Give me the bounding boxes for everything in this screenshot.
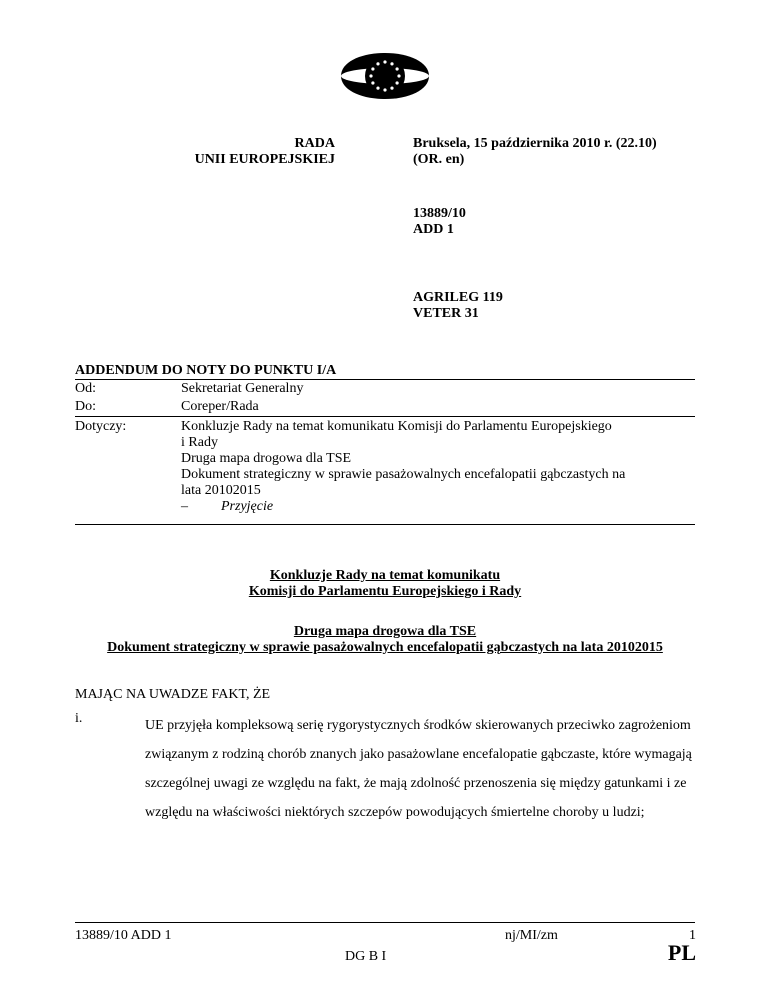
from-value: Sekretariat Generalny (181, 381, 304, 396)
divider (75, 416, 695, 417)
place-date-block (413, 136, 657, 168)
addendum-number: ADD 1 (413, 222, 454, 237)
conclusions-heading (75, 568, 695, 600)
subject-label: Dotyczy: (75, 419, 127, 434)
to-value: Coreper/Rada (181, 399, 259, 414)
divider (75, 379, 695, 380)
council-name (130, 136, 335, 168)
footer-initials: nj/MI/zm (505, 928, 558, 943)
subject-value (181, 419, 681, 515)
to-label: Do: (75, 399, 96, 414)
footer-divider (75, 922, 695, 923)
classification-code-1: AGRILEG 119 (413, 290, 503, 305)
classification-code-2: VETER 31 (413, 306, 479, 321)
roadmap-heading (75, 624, 695, 656)
heading-line: Dokument strategiczny w sprawie pasażowalnych encefalopatii gąbczastych na lata 20102015 (107, 640, 663, 655)
heading-line: Komisji do Parlamentu Europejskiego i Rady (248, 584, 522, 599)
recital-intro: MAJĄC NA UWADZE FAKT, ŻE (75, 687, 271, 702)
classification-codes (413, 290, 503, 322)
place-date: Bruksela, 15 października 2010 r. (22.10) (413, 136, 657, 151)
eu-stars-emblem-icon (337, 50, 433, 102)
subject-line: Dokument strategiczny w sprawie pasażowalnych encefalopatii gąbczastych na (181, 467, 626, 482)
heading-line: Druga mapa drogowa dla TSE (293, 624, 477, 639)
divider (75, 524, 695, 525)
heading-line: Konkluzje Rady na temat komunikatu (269, 568, 501, 583)
council-logo (337, 50, 433, 102)
subject-line: lata 20102015 (181, 483, 261, 498)
subject-status-line (181, 499, 681, 515)
recital-number: i. (75, 711, 83, 726)
subject-line: Konkluzje Rady na temat komunikatu Komisji do Parlamentu Europejskiego (181, 419, 612, 434)
subject-status: Przyjęcie (221, 499, 274, 514)
footer-doc-ref: 13889/10 ADD 1 (75, 928, 172, 943)
original-language: (OR. en) (413, 152, 465, 167)
document-reference (413, 206, 466, 238)
subject-line: i Rady (181, 435, 218, 450)
footer-language-code: PL (667, 940, 696, 965)
footer-dg: DG B I (345, 949, 387, 964)
subject-line: Druga mapa drogowa dla TSE (181, 451, 352, 466)
footer-page-number: 1 (689, 928, 696, 943)
document-number: 13889/10 (413, 206, 466, 221)
from-label: Od: (75, 381, 96, 396)
subject-dash: – (181, 499, 188, 514)
recital-text: UE przyjęła kompleksową serię rygorystycznych środków skierowanych przeciwko zagrożeniom związanym z rodziną chorób znanych jako pasażowlane encefalopatie gąbczaste, które wymagają szczególnej uwagi ze względu na fakt, że mają zdolność przenoszenia się między gatunkami i ze względu na właściwości niektórych szczepów powodujących śmiertelne choroby u ludzi; (145, 718, 692, 820)
council-name-line2: UNII EUROPEJSKIEJ (194, 152, 335, 167)
council-name-line1: RADA (294, 136, 335, 151)
note-title: ADDENDUM DO NOTY DO PUNKTU I/A (75, 363, 337, 378)
